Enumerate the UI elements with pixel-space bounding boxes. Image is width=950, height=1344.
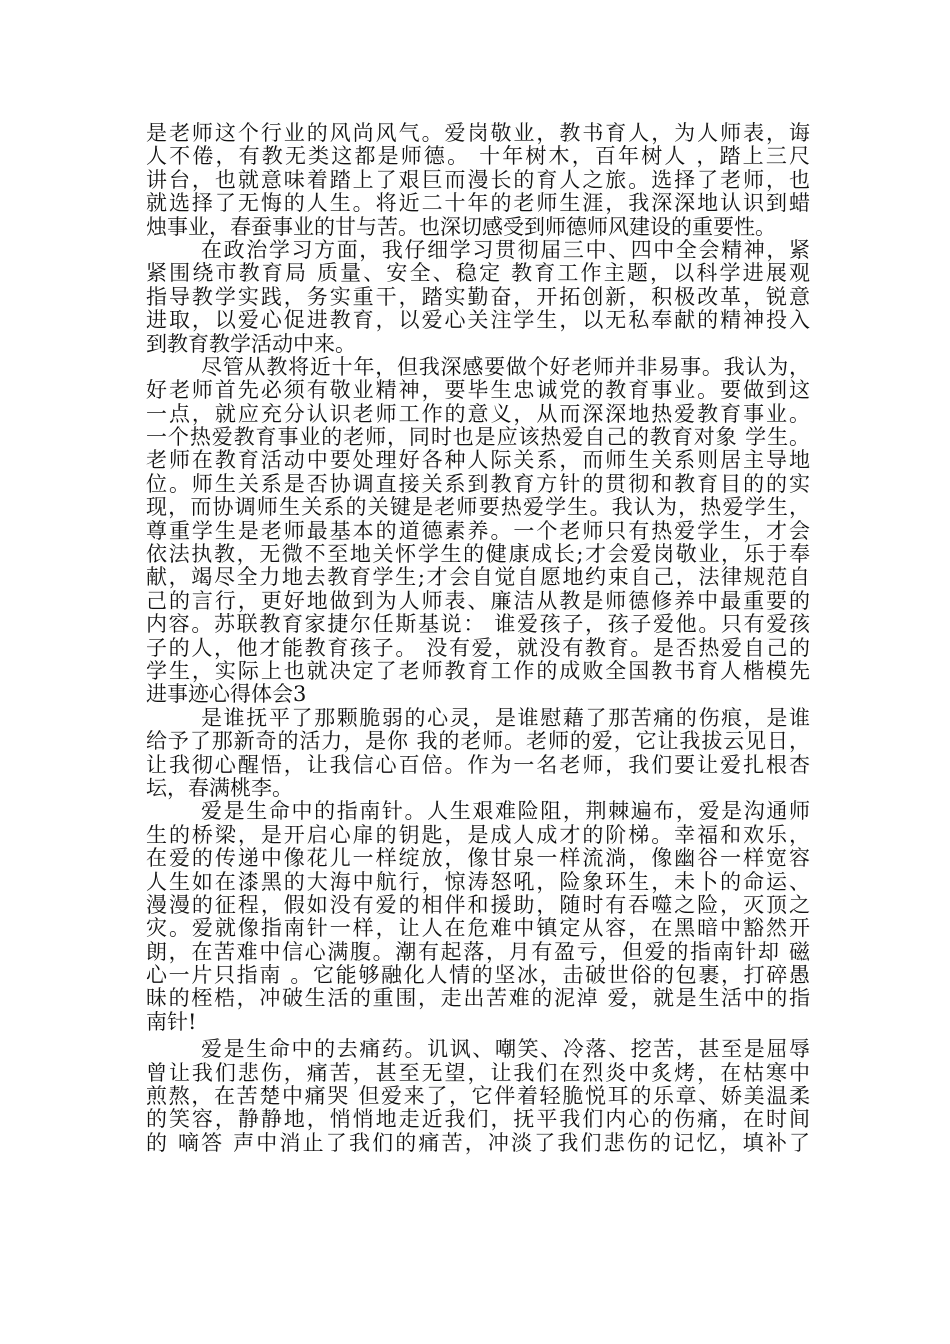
text-line: 就选择了无悔的人生。将近二十年的老师生涯，我深深地认识到蜡	[146, 192, 810, 216]
text-line: 漫漫的征程，假如没有爱的相伴和援助，随时有吞噬之险，灭顶之	[146, 893, 810, 917]
text-line: 人生如在漆黑的大海中航行，惊涛怒吼，险象环生，未卜的命运、	[146, 870, 810, 894]
text-line: 一个热爱教育事业的老师，同时也是应该热爱自己的教育对象 学生。	[146, 426, 810, 450]
text-line: 的笑容，静静地，悄悄地走近我们，抚平我们内心的伤痛，在时间	[146, 1108, 810, 1132]
text-line: 进取，以爱心促进教育，以爱心关注学生，以无私奉献的精神投入	[146, 309, 810, 333]
text-line: 给予了那新奇的活力，是你 我的老师。老师的爱，它让我拔云见日，	[146, 730, 810, 754]
text-line: 老师在教育活动中要处理好各种人际关系，而师生关系则居主导地	[146, 449, 810, 473]
text-line: 位。师生关系是否协调直接关系到教育方针的贯彻和教育目的的实	[146, 472, 810, 496]
paragraph-1	[146, 122, 810, 239]
paragraph-2	[146, 239, 810, 356]
text-line: 煎熬，在苦楚中痛哭 但爱来了，它伴着轻脆悦耳的乐章、娇美温柔	[146, 1085, 810, 1109]
text-line: 一点，就应充分认识老师工作的意义，从而深深地热爱教育事业。	[146, 402, 810, 426]
text-line: 指导教学实践，务实重干，踏实勤奋，开拓创新，积极改革，锐意	[146, 285, 810, 309]
text-line: 朗，在苦难中信心满腹。潮有起落，月有盈亏，但爱的指南针却 磁	[146, 940, 810, 964]
text-line: 南针!	[146, 1010, 197, 1034]
text-line: 昧的桎梏，冲破生活的重围，走出苦难的泥淖 爱，就是生活中的指	[146, 987, 810, 1011]
text-line: 依法执教，无微不至地关怀学生的健康成长;才会爱岗敬业，乐于奉	[146, 543, 810, 567]
text-line: 到教育教学活动中来。	[146, 332, 356, 356]
text-line: 子的人，他才能教育孩子。 没有爱，就没有教育。是否热爱自己的	[146, 636, 810, 660]
text-line: 爱是生命中的指南针。人生艰难险阻，荆棘遍布，爱是沟通师	[201, 800, 810, 824]
text-line: 学生，实际上也就决定了老师教育工作的成败全国教书育人楷模先	[146, 659, 810, 683]
text-line: 好老师首先必须有敬业精神，要毕生忠诚党的教育事业。要做到这	[146, 379, 810, 403]
paragraph-6	[146, 1038, 810, 1155]
text-line: 在爱的传递中像花儿一样绽放，像甘泉一样流淌，像幽谷一样宽容	[146, 847, 810, 871]
text-line: 己的言行，更好地做到为人师表、廉洁从教是师德修养中最重要的	[146, 589, 810, 613]
text-line: 生的桥梁，是开启心扉的钥匙，是成人成才的阶梯。幸福和欢乐，	[146, 823, 810, 847]
text-line: 让我彻心醒悟，让我信心百倍。作为一名老师，我们要让爱扎根杏	[146, 753, 810, 777]
text-line: 现，而协调师生关系的关键是老师要热爱学生。我认为，热爱学生，	[146, 496, 810, 520]
text-line: 人不倦，有教无类这都是师德。 十年树木，百年树人 ，踏上三尺	[146, 145, 810, 169]
text-line: 曾让我们悲伤，痛苦，甚至无望，让我们在烈炎中炙烤，在枯寒中	[146, 1061, 810, 1085]
paragraph-5	[146, 800, 810, 1034]
text-line: 的 嘀答 声中消止了我们的痛苦，冲淡了我们悲伤的记忆，填补了	[146, 1131, 810, 1155]
paragraph-3	[146, 356, 810, 707]
text-line: 内容。苏联教育家捷尔任斯基说： 谁爱孩子，孩子爱他。只有爱孩	[146, 613, 810, 637]
text-line: 烛事业，春蚕事业的甘与苦。也深切感受到师德师风建设的重要性。	[146, 215, 776, 239]
paragraph-4	[146, 707, 810, 801]
text-line: 紧围绕市教育局 质量、安全、稳定 教育工作主题，以科学进展观	[146, 262, 810, 286]
text-line: 讲台，也就意味着踏上了艰巨而漫长的育人之旅。选择了老师，也	[146, 168, 810, 192]
text-line: 进事迹心得体会3	[146, 683, 307, 707]
text-line: 尽管从教将近十年，但我深感要做个好老师并非易事。我认为，	[201, 355, 810, 379]
text-line: 尊重学生是老师最基本的道德素养。一个老师只有热爱学生，才会	[146, 519, 810, 543]
text-line: 灾。爱就像指南针一样，让人在危难中镇定从容，在黑暗中豁然开	[146, 917, 810, 941]
text-line: 是谁抚平了那颗脆弱的心灵，是谁慰藉了那苦痛的伤痕，是谁	[201, 706, 810, 730]
text-line: 爱是生命中的去痛药。讥讽、嘲笑、冷落、挖苦，甚至是屈辱	[201, 1038, 810, 1062]
document-page	[146, 122, 810, 1155]
text-line: 在政治学习方面，我仔细学习贯彻届三中、四中全会精神，紧	[201, 238, 810, 262]
text-line: 献，竭尽全力地去教育学生;才会自觉自愿地约束自己，法律规范自	[146, 566, 810, 590]
text-line: 心一片只指南 。它能够融化人情的坚冰，击破世俗的包裹，打碎愚	[146, 964, 810, 988]
text-line: 是老师这个行业的风尚风气。爱岗敬业，教书育人，为人师表，诲	[146, 122, 810, 145]
text-line: 坛，春满桃李。	[146, 776, 293, 800]
